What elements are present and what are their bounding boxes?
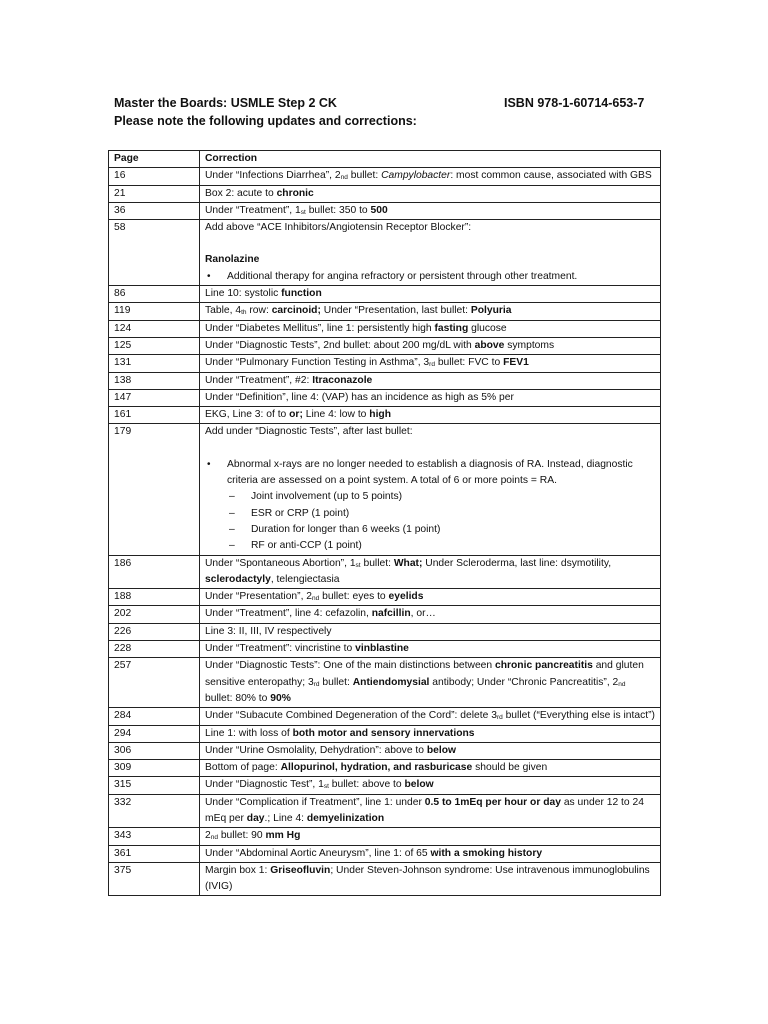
table-row — [109, 337, 661, 354]
page-number-cell: 375 — [109, 862, 200, 896]
page-number-cell: 119 — [109, 303, 200, 320]
page-number-cell: 58 — [109, 220, 200, 286]
correction-cell: Line 10: systolic function — [200, 286, 661, 303]
page-number-cell: 186 — [109, 555, 200, 589]
correction-cell: Under “Definition”, line 4: (VAP) has an incidence as high as 5% per — [200, 389, 661, 406]
correction-cell: Under “Treatment”, line 4: cefazolin, nafcillin, or… — [200, 606, 661, 623]
page-number-cell: 179 — [109, 424, 200, 555]
correction-cell: Under “Urine Osmolality, Dehydration”: above to below — [200, 742, 661, 759]
page-number-cell: 188 — [109, 589, 200, 606]
table-row — [109, 760, 661, 777]
correction-cell: Line 3: II, III, IV respectively — [200, 623, 661, 640]
correction-cell: Under “Abdominal Aortic Aneurysm”, line 1: of 65 with a smoking history — [200, 845, 661, 862]
table-row — [109, 185, 661, 202]
correction-cell: Under “Treatment”: vincristine to vinblastine — [200, 641, 661, 658]
page-number-cell: 138 — [109, 372, 200, 389]
table-row — [109, 623, 661, 640]
table-row — [109, 372, 661, 389]
table-row — [109, 320, 661, 337]
document-title: Master the Boards: USMLE Step 2 CK — [114, 96, 337, 110]
corrections-table — [108, 150, 661, 896]
isbn-label: ISBN 978-1-60714-653-7 — [504, 96, 645, 110]
table-row — [109, 424, 661, 555]
table-row — [109, 862, 661, 896]
page-number-cell: 86 — [109, 286, 200, 303]
page-number-cell: 36 — [109, 202, 200, 219]
page-number-cell: 226 — [109, 623, 200, 640]
table-row — [109, 220, 661, 286]
page-number-cell: 228 — [109, 641, 200, 658]
correction-cell: EKG, Line 3: of to or; Line 4: low to high — [200, 407, 661, 424]
correction-cell: Line 1: with loss of both motor and sensory innervations — [200, 725, 661, 742]
table-row — [109, 202, 661, 219]
page-number-cell: 343 — [109, 828, 200, 845]
table-row — [109, 708, 661, 725]
table-body — [109, 168, 661, 896]
correction-cell: Under “Infections Diarrhea”, $2_{nd}$ bullet: Campylobacter: most common cause, associated with GBS — [200, 168, 661, 185]
page-number-cell: 294 — [109, 725, 200, 742]
page-number-cell: 257 — [109, 658, 200, 708]
table-row — [109, 658, 661, 708]
correction-cell: Box 2: acute to chronic — [200, 185, 661, 202]
table-row — [109, 794, 661, 828]
correction-cell: Under “Treatment”, $1_{st}$ bullet: 350 to 500 — [200, 202, 661, 219]
table-row — [109, 725, 661, 742]
page-number-cell: 131 — [109, 355, 200, 372]
correction-cell: Under “Diagnostic Test”, $1_{st}$ bullet: above to below — [200, 777, 661, 794]
correction-cell: Under “Diagnostic Tests”: One of the main distinctions between chronic pancreatitis and gluten sensitive enteropathy; $3_{rd}$ bullet: Antiendomysial antibody; Under “Chronic Pancreatitis”, $2_{nd}$ bullet: 80% to 90% — [200, 658, 661, 708]
correction-cell: Under “Spontaneous Abortion”, $1_{st}$ bullet: What; Under Scleroderma, last line: dsymotility, sclerodactyly, telengiectasia — [200, 555, 661, 589]
table-row — [109, 641, 661, 658]
correction-cell: Table, $4_{th}$ row: carcinoid; Under “Presentation, last bullet: Polyuria — [200, 303, 661, 320]
correction-cell: $2_{nd}$ bullet: 90 mm Hg — [200, 828, 661, 845]
correction-cell: Add under “Diagnostic Tests”, after last bullet: • Abnormal x-rays are no longer needed to establish a diagnosis of RA. Instead, diagnostic criteria are assessed on a point system. A total of 6 or more points = RA. – Joint involvement (up to 5 points) – ESR or CRP (1 point) – Duration for longer than 6 weeks (1 point) – RF or anti-CCP (1 point) — [200, 424, 661, 555]
table-row — [109, 589, 661, 606]
page-number-cell: 361 — [109, 845, 200, 862]
page-number-cell: 147 — [109, 389, 200, 406]
table-header-row — [109, 151, 661, 168]
page-number-cell: 125 — [109, 337, 200, 354]
table-row — [109, 845, 661, 862]
column-header-correction: Correction — [200, 151, 661, 168]
table-row — [109, 303, 661, 320]
page-number-cell: 16 — [109, 168, 200, 185]
table-row — [109, 389, 661, 406]
correction-cell: Margin box 1: Griseofluvin; Under Steven-Johnson syndrome: Use intravenous immunoglobulins (IVIG) — [200, 862, 661, 896]
page-number-cell: 315 — [109, 777, 200, 794]
page-number-cell: 202 — [109, 606, 200, 623]
table-row — [109, 555, 661, 589]
column-header-page: Page — [109, 151, 200, 168]
correction-cell: Under “Treatment”, #2: Itraconazole — [200, 372, 661, 389]
correction-cell: Add above “ACE Inhibitors/Angiotensin Receptor Blocker”: Ranolazine • Additional therapy for angina refractory or persistent through other treatment. — [200, 220, 661, 286]
page-number-cell: 124 — [109, 320, 200, 337]
table-row — [109, 355, 661, 372]
correction-cell: Under “Presentation”, $2_{nd}$ bullet: eyes to eyelids — [200, 589, 661, 606]
page-number-cell: 21 — [109, 185, 200, 202]
page-number-cell: 284 — [109, 708, 200, 725]
table-row — [109, 742, 661, 759]
page-number-cell: 306 — [109, 742, 200, 759]
page-number-cell: 332 — [109, 794, 200, 828]
page-number-cell: 161 — [109, 407, 200, 424]
table-row — [109, 168, 661, 185]
correction-cell: Under “Diagnostic Tests”, 2nd bullet: about 200 mg/dL with above symptoms — [200, 337, 661, 354]
correction-cell: Bottom of page: Allopurinol, hydration, and rasburicase should be given — [200, 760, 661, 777]
table-row — [109, 606, 661, 623]
table-row — [109, 407, 661, 424]
table-row — [109, 777, 661, 794]
table-row — [109, 286, 661, 303]
page-number-cell: 309 — [109, 760, 200, 777]
correction-cell: Under “Pulmonary Function Testing in Asthma”, $3_{rd}$ bullet: FVC to FEV1 — [200, 355, 661, 372]
correction-cell: Under “Diabetes Mellitus”, line 1: persistently high fasting glucose — [200, 320, 661, 337]
document-subtitle: Please note the following updates and corrections: — [114, 114, 417, 128]
correction-cell: Under “Subacute Combined Degeneration of the Cord”: delete $3_{rd}$ bullet (“Everything else is intact”) — [200, 708, 661, 725]
correction-cell: Under “Complication if Treatment”, line 1: under 0.5 to 1mEq per hour or day as under 12 to 24 mEq per day.; Line 4: demyelinization — [200, 794, 661, 828]
table-row — [109, 828, 661, 845]
